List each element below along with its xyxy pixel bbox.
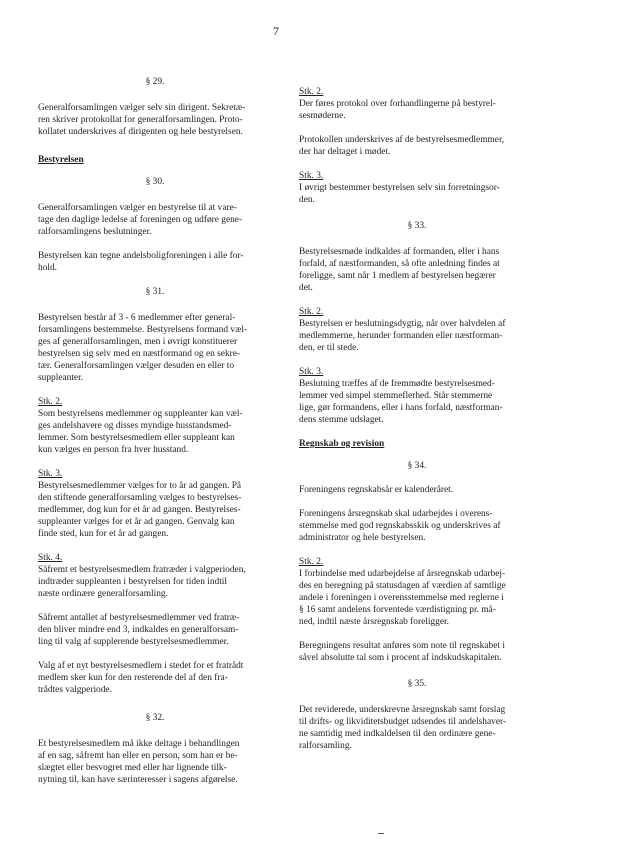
regnskab-heading: Regnskab og revision <box>299 439 385 449</box>
section-32-heading: § 32. <box>145 713 165 723</box>
section-34-stk-2 <box>299 556 535 628</box>
section-32-stk-2 <box>299 86 535 122</box>
page-number: 7 <box>273 24 279 38</box>
section-33-stk-2 <box>299 306 535 354</box>
section-31-stk-4 <box>38 552 272 600</box>
section-29-paragraph-1: Generalforsamlingen vælger selv sin dirigent. Sekretæ- ren skriver protokollat for generalforsamlingen. Proto- kollatet underskrives af dirigenten og hele bestyrelsen. <box>38 103 246 137</box>
section-35-heading: § 35. <box>407 679 427 689</box>
section-31-stk-4-text: Såfremt et bestyrelsesmedlem fratræder i valgperioden, indtræder suppleanten i bestyrelsen for tiden indtil næste ordinære generalforsamling. <box>38 565 246 599</box>
section-31-stk-3 <box>38 468 272 540</box>
left-column <box>38 76 272 786</box>
section-31-heading: § 31. <box>145 287 165 297</box>
section-31-stk-2 <box>38 396 272 456</box>
section-29-heading: § 29. <box>145 77 165 87</box>
right-column <box>299 86 535 752</box>
section-30-paragraph-1: Generalforsamlingen vælger en bestyrelse til at vare- tage den daglige ledelse af foreningen og udføre gene- ralforsamlingens beslutninger. <box>38 203 243 237</box>
section-32-stk-2-label: Stk. 2. <box>299 87 324 97</box>
section-32-paragraph-protokol: Protokollen underskrives af de bestyrelsesmedlemmer, der har deltaget i mødet. <box>299 135 505 157</box>
section-33-stk-3-text: Beslutning træffes af de fremmødte bestyrelsesmed- lemmer ved simpel stemmeflerhed. Står stemmerne lige, gør formandens, eller i hans forfald, næstforman- dens stemme udslaget. <box>299 379 503 425</box>
section-30-paragraph-2: Bestyrelsen kan tegne andelsboligforeningen i alle for- hold. <box>38 251 244 273</box>
section-35-paragraph-1: Det reviderede, underskrevne årsregnskab samt forslag til drifts- og likviditetsbudget udsendes til andelshaver- ne samtidig med indkaldelsen til den ordinære gene- ralforsamling. <box>299 705 507 751</box>
section-33-stk-3-label: Stk. 3. <box>299 367 324 377</box>
section-32-paragraph-1: Et bestyrelsesmedlem må ikke deltage i behandlingen af en sag, såfremt han eller en person, som han er be- slægtet eller besvogret med eller har lignende tilk- nytning til, kan have særinteresser i sagens afgørelse. <box>38 739 240 785</box>
section-34-paragraph-1: Foreningens regnskabsår er kalenderåret. <box>299 485 454 495</box>
section-33-stk-2-label: Stk. 2. <box>299 307 324 317</box>
scan-mark <box>378 833 384 834</box>
section-32-stk-2-text: Der føres protokol over forhandlingerne på bestyrel- sesmøderne. <box>299 99 496 121</box>
section-31-stk-2-label: Stk. 2. <box>38 397 63 407</box>
section-33-stk-2-text: Bestyrelsen er beslutningsdygtig, når over halvdelen af medlemmerne, herunder formanden eller næstforman- den, er til stede. <box>299 319 506 353</box>
section-32-stk-3-text: I øvrigt bestemmer bestyrelsen selv sin forretningsor- den. <box>299 183 500 205</box>
section-34-paragraph-2: Foreningens årsregnskab skal udarbejdes i overens- stemmelse med god regnskabsskik og underskrives af administrator og hele bestyrelsen. <box>299 509 501 543</box>
section-32-stk-3-label: Stk. 3. <box>299 171 324 181</box>
bestyrelsen-heading: Bestyrelsen <box>38 155 84 165</box>
section-31-stk-4-label: Stk. 4. <box>38 553 63 563</box>
section-31-stk-2-text: Som bestyrelsens medlemmer og suppleanter kan væl- ges andelshavere og disses myndige husstandsmed- lemmer. Som bestyrelsesmedlem eller suppleant kan kun vælges en person fra hver husstand. <box>38 409 243 455</box>
section-34-stk-2-label: Stk. 2. <box>299 557 324 567</box>
section-33-stk-3 <box>299 366 535 426</box>
section-33-heading: § 33. <box>407 221 427 231</box>
section-31-paragraph-fratraeden: Såfremt antallet af bestyrelsesmedlemmer ved fratræ- den bliver mindre end 3, indkaldes en generalforsam- ling til valg af supplerende bestyrelsesmedlemmer. <box>38 613 240 647</box>
section-34-heading: § 34. <box>407 461 427 471</box>
section-34-paragraph-beregning: Beregningens resultat anføres som note til regnskabet i såvel absolutte tal som i procent af indskudskapitalen. <box>299 641 505 663</box>
section-31-paragraph-valg: Valg af et nyt bestyrelsesmedlem i stedet for et fratrådt medlem sker kun for den resterende del af den fra- trådtes valgperiode. <box>38 661 244 695</box>
section-31-stk-3-label: Stk. 3. <box>38 469 63 479</box>
section-34-stk-2-text: I forbindelse med udarbejdelse af årsregnskab udarbej- des en beregning på statusdagen af værdien af samtlige andele i foreningen i overensstemmelse med reglerne i § 16 samt andelens forventede værdistigning pr. må- ned, indtil næste årsregnskab foreligger. <box>299 569 506 627</box>
section-31-paragraph-1: Bestyrelsen består af 3 - 6 medlemmer efter general- forsamlingens bestemmelse. Bestyrelsens formand væl- ges af generalforsamlingen, men i øvrigt konstituerer bestyrelsen sig selv med en næstformand og en sekre- tær. Generalforsamlingen vælger desuden en eller to suppleanter. <box>38 313 248 383</box>
section-30-heading: § 30. <box>145 177 165 187</box>
section-32-stk-3 <box>299 170 535 206</box>
section-33-paragraph-1: Bestyrelsesmøde indkaldes af formanden, eller i hans forfald, af næstformanden, så ofte anledning findes at foreligge, samt når 1 medlem af bestyrelsen begærer det. <box>299 247 500 293</box>
section-31-stk-3-text: Bestyrelsesmedlemmer vælges for to år ad gangen. På den stiftende generalforsamling vælges to bestyrelses- medlemmer, dog kun for et år ad gangen. Bestyrelses- suppleanter vælges for et år ad gangen. Genvalg kan finde sted, kun for et år ad gangen. <box>38 481 242 539</box>
